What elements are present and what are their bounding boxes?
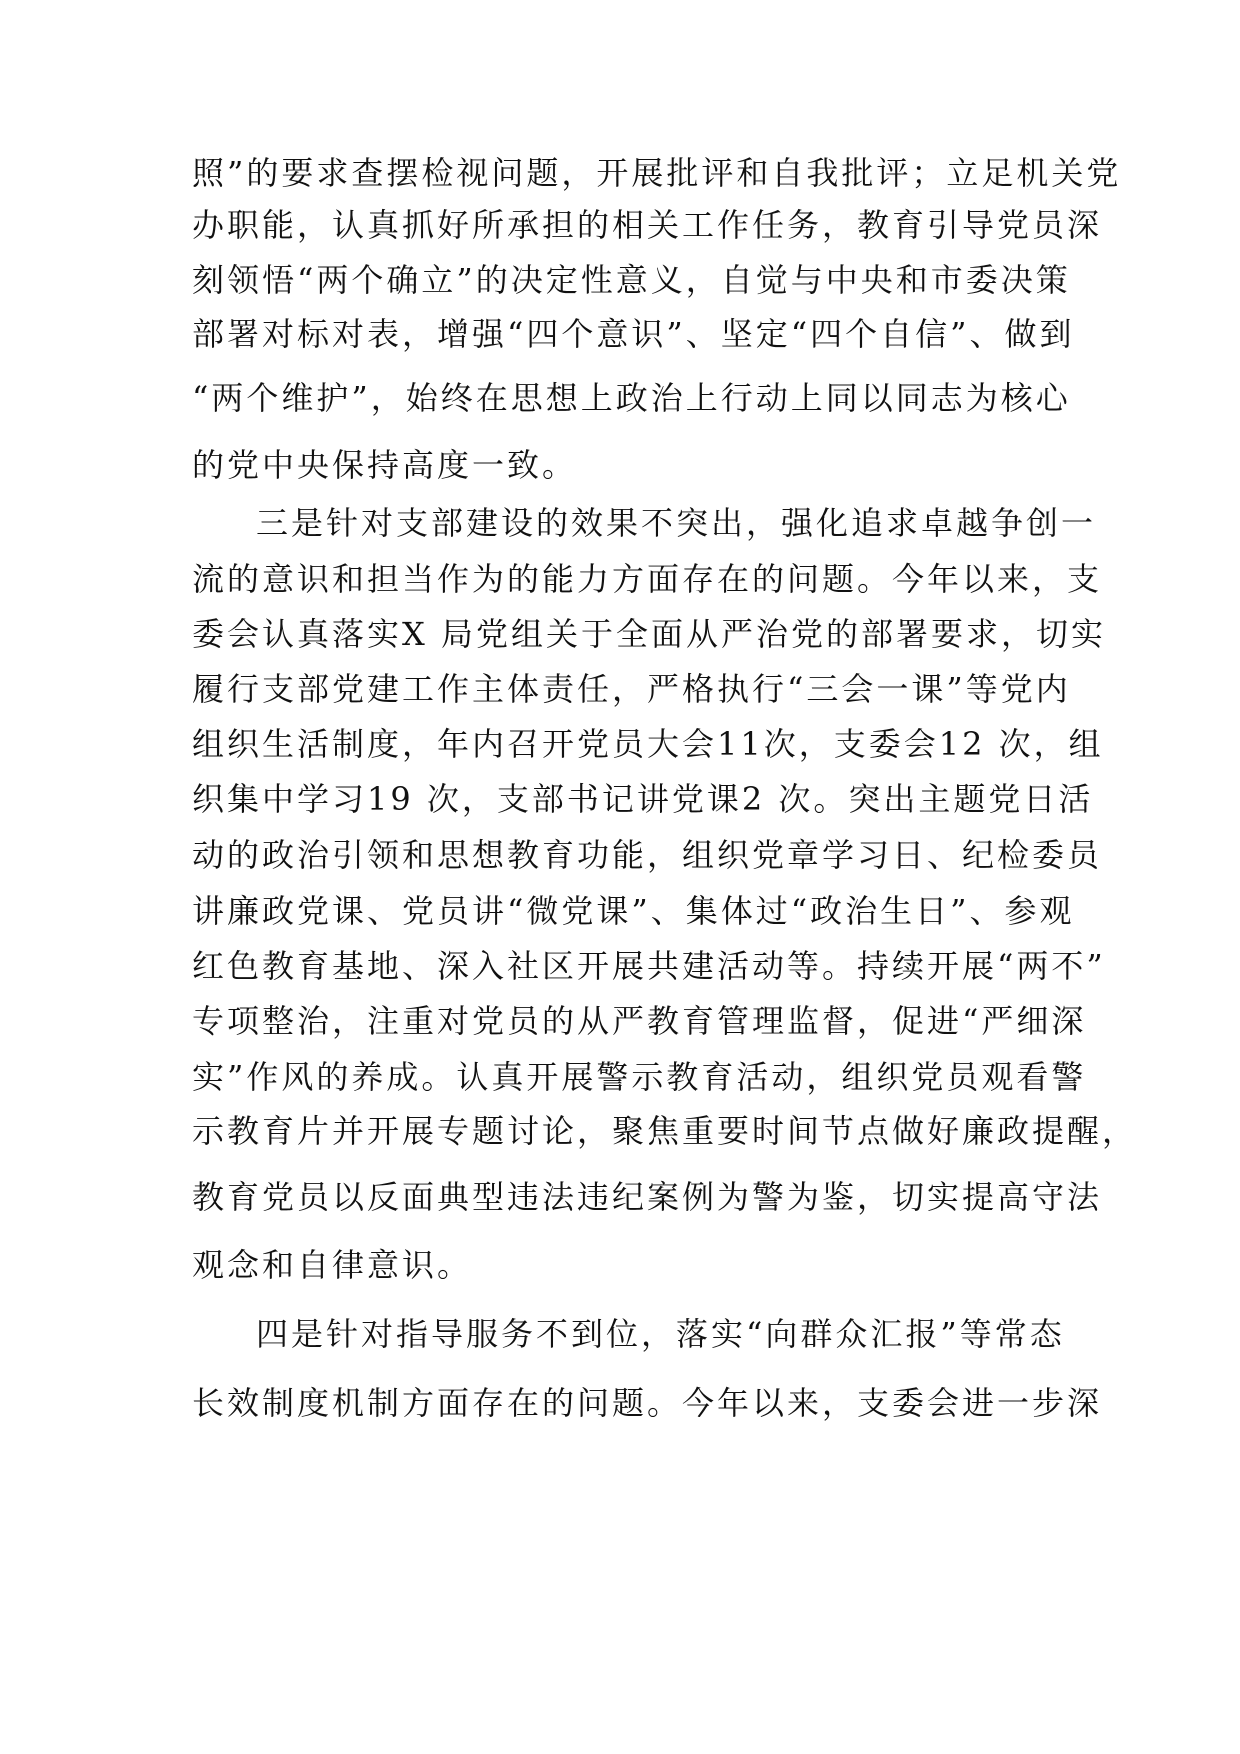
paragraph-line: 三是针对支部建设的效果不突出，强化追求卓越争创一 bbox=[256, 504, 1097, 542]
paragraph-line: “两个维护”，始终在思想上政治上行动上同以同志为核心 bbox=[192, 379, 1071, 417]
paragraph-line: 履行支部党建工作主体责任，严格执行“三会一课”等党内 bbox=[192, 670, 1071, 708]
paragraph-2 bbox=[192, 495, 1138, 1295]
paragraph-line: 观念和自律意识。 bbox=[192, 1246, 473, 1284]
paragraph-line: 刻领悟“两个确立”的决定性意义，自觉与中央和市委决策 bbox=[192, 261, 1071, 299]
paragraph-1 bbox=[192, 148, 1122, 495]
paragraph-line: 教育党员以反面典型违法违纪案例为警为鉴，切实提高守法 bbox=[192, 1178, 1103, 1216]
paragraph-line: 实”作风的养成。认真开展警示教育活动，组织党员观看警 bbox=[192, 1058, 1087, 1096]
paragraph-line: 流的意识和担当作为的能力方面存在的问题。今年以来，支 bbox=[192, 560, 1103, 598]
paragraph-line: 委会认真落实X 局党组关于全面从严治党的部署要求，切实 bbox=[192, 615, 1106, 653]
paragraph-line: 红色教育基地、深入社区开展共建活动等。持续开展“两不” bbox=[192, 947, 1106, 985]
paragraph-line: 照”的要求查摆检视问题，开展批评和自我批评；立足机关党 bbox=[192, 154, 1122, 192]
paragraph-line: 专项整治，注重对党员的从严教育管理监督，促进“严细深 bbox=[192, 1002, 1087, 1040]
paragraph-line: 示教育片并开展专题讨论，聚焦重要时间节点做好廉政提醒， bbox=[192, 1112, 1138, 1150]
paragraph-line: 四是针对指导服务不到位，落实“向群众汇报”等常态 bbox=[256, 1315, 1065, 1353]
paragraph-line: 织集中学习19 次，支部书记讲党课2 次。突出主题党日活 bbox=[192, 780, 1094, 818]
document-body bbox=[192, 148, 1138, 1433]
paragraph-line: 的党中央保持高度一致。 bbox=[192, 446, 578, 484]
paragraph-3 bbox=[192, 1295, 1103, 1433]
paragraph-line: 长效制度机制方面存在的问题。今年以来，支委会进一步深 bbox=[192, 1384, 1103, 1422]
paragraph-line: 讲廉政党课、党员讲“微党课”、集体过“政治生日”、参观 bbox=[192, 892, 1075, 930]
paragraph-line: 部署对标对表，增强“四个意识”、坚定“四个自信”、做到 bbox=[192, 315, 1075, 353]
paragraph-line: 动的政治引领和思想教育功能，组织党章学习日、纪检委员 bbox=[192, 836, 1103, 874]
paragraph-line: 组织生活制度，年内召开党员大会11次，支委会12 次，组 bbox=[192, 725, 1104, 763]
paragraph-line: 办职能，认真抓好所承担的相关工作任务，教育引导党员深 bbox=[192, 206, 1103, 244]
